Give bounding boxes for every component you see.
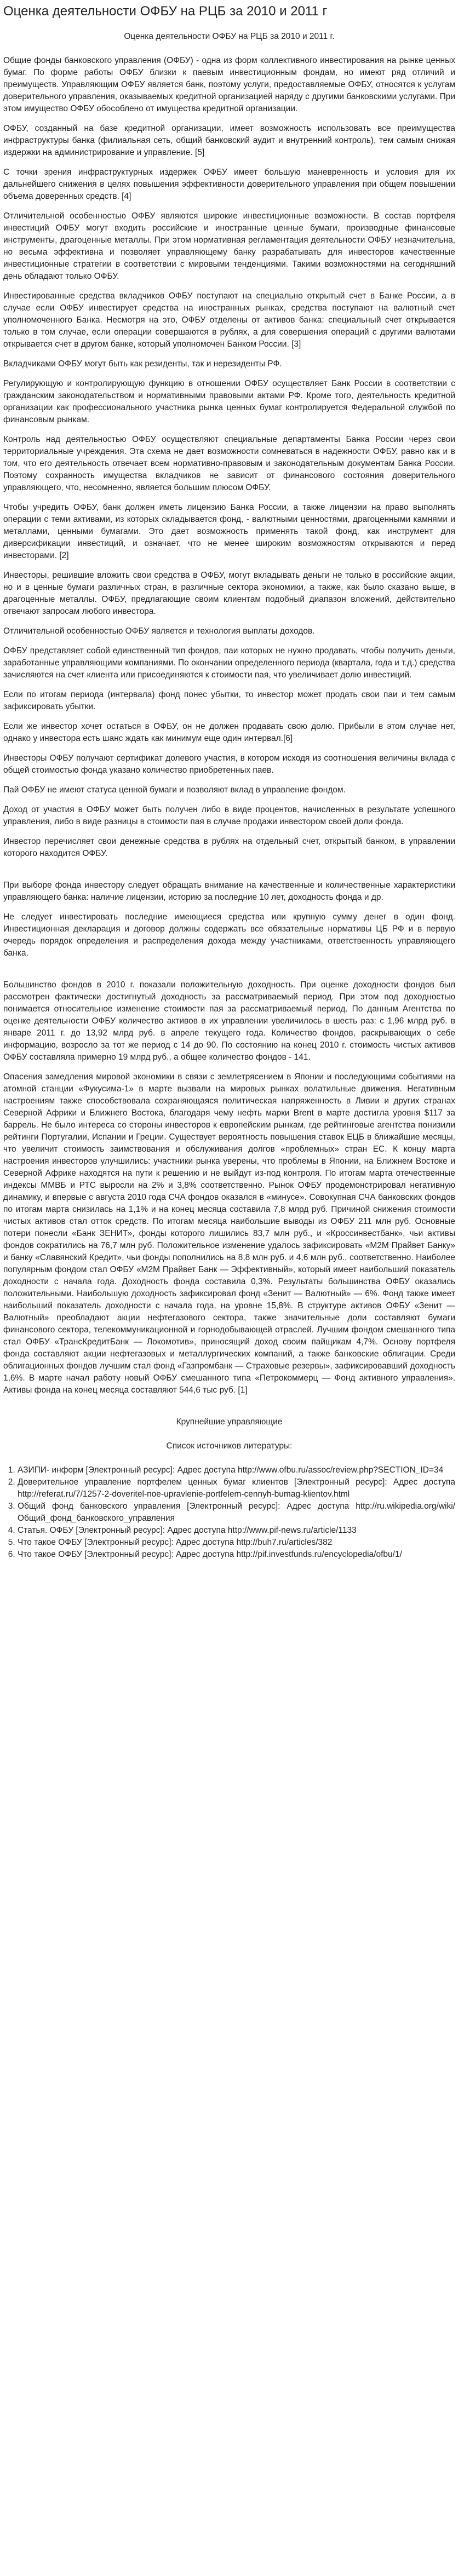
paragraph: Инвесторы ОФБУ получают сертификат долевого участия, в котором исходя из соотношения величины вклада с общей стоимостью фонда указано количество приобретенных паев.	[3, 754, 455, 775]
paragraph: Инвестированные средства вкладчиков ОФБУ поступают на специально открытый счет в Банке России, а в случае если ОФБУ инвестирует средства на иностранных рынках, средства поступают на валютный счет уполномоченного Банка. Несмотря на это, ОФБУ отделены от активов банка: специальный счет открывается только в том случае, если операции совершаются в рублях, а для совершения операций с другими валютами открывается счет в другом банке, который уполномочен Банком России. [3]	[3, 291, 455, 349]
sources-heading: Список источников литературы:	[166, 1441, 293, 1451]
blank-line	[3, 967, 455, 979]
paragraph: Общие фонды банковского управления (ОФБУ) - одна из форм коллективного инвестирования на рынке ценных бумаг. По форме работы ОФБУ близки к паевым инвестиционным фондам, но имеют ряд отличий и преимуществ. Управляющим ОФБУ является банк, поэтому услуги, предоставляемые ОФБУ, относятся к услугам доверительного управления, оказываемых кредитной организацией наряду с другими банковскими услугами. При этом имущество ОФБУ обособлено от имущества кредитной организации.	[3, 56, 455, 113]
section-heading-largest-managers: Крупнейшие управляющие	[176, 1417, 283, 1427]
paragraph: Доход от участия в ОФБУ может быть получен либо в виде процентов, начисленных в результате успешного управления, либо в виде разницы в стоимости пая в случае продажи инвестором своей доли фонда.	[3, 805, 455, 826]
paragraph: ОФБУ, созданный на базе кредитной организации, имеет возможность использовать все преимущества инфраструктуры банка (филиальная сеть, общий банковский аудит и внутренний контроль), тем самым снижая издержки на администрирование и управление. [5]	[3, 124, 455, 157]
paragraph: ОФБУ представляет собой единственный тип фондов, паи которых не нужно продавать, чтобы получить деньги, заработанные управляющими компаниями. По окончании определенного периода (квартала, года и т.д.) средства зачисляются на счет клиента или присоединяются к стоимости пая, что увеличивает долю инвестиций.	[3, 646, 455, 680]
paragraph: Чтобы учредить ОФБУ, банк должен иметь лицензию Банка России, а также лицензии на право выполнять операции с теми активами, из которых складывается фонд, - валютными ценностями, драгоценными камнями и металлами, ценными бумагами. Это дает возможность применять такой фонд, как инструмент для диверсификации инвестиций, и означает, что не менее широким возможностям открываются и перед инвесторами. [2]	[3, 503, 455, 560]
paragraph: Не следует инвестировать последние имеющиеся средства или крупную сумму денег в один фонд. Инвестиционная декларация и договор должны содержать все обязательные нормативы ЦБ РФ и в первую очередь порядок определения и распределения дохода между участниками, ответственность управляющего банка.	[3, 912, 455, 958]
paragraph: Инвесторы, решившие вложить свои средства в ОФБУ, могут вкладывать деньги не только в российские акции, но и в ценные бумаги различных стран, в различные сектора экономики, а также, как было сказано выше, в драгоценные металлы. ОФБУ, предлагающие своим клиентам подобный диапазон вложений, действительно отвечают запросам любого инвестора.	[3, 571, 455, 616]
paragraph: Отличительной особенностью ОФБУ являются широкие инвестиционные возможности. В состав портфеля инвестиций ОФБУ могут входить российские и иностранные ценные бумаги, производные финансовые инструменты, драгоценные металлы. При этом нормативная регламентация деятельности ОФБУ незначительна, но весьма эффективна и позволяет управляющему банку разрабатывать для инвесторов качественные инвестиционные стратегии в соответствии с мировыми тенденциями. Такими возможностями на сегодняшний день обладают только ОФБУ.	[3, 211, 455, 281]
source-item: 5. Что такое ОФБУ [Электронный ресурс]: Адрес доступа http://buh7.ru/articles/382	[18, 1537, 455, 1549]
paragraph: Инвестор перечисляет свои денежные средства в рублях на отдельный счет, открытый банком, в управлении которого находится ОФБУ.	[3, 837, 455, 858]
paragraph: При выборе фонда инвестору следует обращать внимание на качественные и количественные характеристики управляющего банка: наличие лицензии, историю за последние 10 лет, доходность фонда и др.	[3, 881, 455, 902]
source-item: 3. Общий фонд банковского управления [Электронный ресурс]: Адрес доступа http://ru.wikipedia.org/wiki/Общий_фонд_банковского_управления	[18, 1500, 455, 1525]
blank-line	[3, 867, 455, 879]
paragraph: Если по итогам периода (интервала) фонд понес убытки, то инвестор может продать свои паи и тем самым зафиксировать убытки.	[3, 690, 455, 711]
blank-line	[3, 1404, 455, 1416]
source-item: 2. Доверительное управление портфелем ценных бумаг клиентов [Электронный ресурс]: Адрес доступа http://referat.ru/7/1257-2-doveritel-noe-upravlenie-portfelem-cennyh-bumag-klientov.html	[18, 1476, 455, 1500]
paragraph: Регулирующую и контролирующую функцию в отношении ОФБУ осуществляет Банк России в соответствии с гражданским законодательством и нормативными правовыми актами РФ. Кроме того, деятельность кредитной организации как профессионального участника рынка ценных бумаг контролируется Федеральной службой по финансовым рынкам.	[3, 379, 455, 424]
paragraph: Вкладчиками ОФБУ могут быть как резиденты, так и нерезиденты РФ.	[3, 359, 282, 369]
paragraph: С точки зрения инфраструктурных издержек ОФБУ имеет большую маневренность и условия для их дальнейшего снижения в целях повышения эффективности доверительного управления при общем повышении объема доверенных средств. [4]	[3, 168, 455, 201]
source-item: 6. Что такое ОФБУ [Электронный ресурс]: Адрес доступа http://pif.investfunds.ru/encyclopedia/ofbu/1/	[18, 1549, 455, 1561]
paragraph: Большинство фондов в 2010 г. показали положительную доходность. При оценке доходности фондов был рассмотрен фактически достигнутый доходность за рассматриваемый период. При этом под доходностью понимается относительное изменение стоимости пая за рассматриваемый период. По данным Агентства по оценке деятельности ОФБУ количество активов в их управлении увеличилось в шесть раз: с 1,96 млрд руб. в январе 2011 г. до 13,92 млрд руб. в апреле текущего года. Количество фондов, раскрывающих о себе информацию, возросло за тот же период с 14 до 90. По состоянию на конец 2010 г. стоимость чистых активов ОФБУ составляла примерно 19 млрд руб., а общее количество фондов - 141.	[3, 980, 455, 1062]
paragraph: Опасения замедления мировой экономики в связи с землетрясением в Японии и последующими событиями на атомной станции «Фукусима-1» в марте вызвали на мировых рынках волатильные движения. Негативным настроениям также способствовала сохраняющаяся политическая напряженность в Ливии и других странах Северной Африки и Ближнего Востока, благодаря чему нефть марки Brent в марте достигла уровня $117 за баррель. Не было интереса со стороны инвесторов к европейским рынкам, где рейтинговые агентства понизили рейтинги Португалии, Испании и Греции. Существует вероятность повышения ставок ЕЦБ в ближайшие месяцы, что увеличит стоимость заимствования и обслуживания долгов «проблемных» стран ЕС. К концу марта настроения инвесторов улучшились: участники рынка уверены, что проблемы в Японии, на Ближнем Востоке и Северной Африке находятся на пути к решению и не выйдут из-под контроля. По итогам марта отечественные индексы ММВБ и РТС выросли на 2% и 3,8% соответственно. Рынок ОФБУ продемонстрировал негативную динамику, и впервые с августа 2010 года СЧА фондов оказался в «минусе». Совокупная СЧА банковских фондов по итогам марта снизилась на 1,1% и на конец месяца составила 7,8 млрд руб. Причиной снижения стоимости чистых активов стал отток средств. По итогам месяца наибольшие выводы из ОФБУ 211 млн руб. Основные потери понесли «Банк ЗЕНИТ», фонды которого лишились 83,7 млн руб., и «Кроссинвестбанк», чьи активы фондов сократились на 76,7 млн руб. Положительное изменение удалось зафиксировать «М2М Прайвет Банку» и банку «Славянский Кредит», чьи фонды пополнились на 8,8 млн руб. и 4,6 млн руб., соответственно. Наиболее популярным фондом стал ОФБУ «М2М Прайвет Банк — Эффективный», который имеет наибольший показатель доходности с начала года. Доходность фонда составила 0,3%. Результаты большинства ОФБУ оказались положительными. Наибольшую доходность зафиксировал фонд «Зенит — Валютный» — 6%. Фонд также имеет наибольший показатель доходности с начала года, на уровне 15,8%. В структуре активов ОФБУ «Зенит — Валютный» преобладают акции нефтегазового сектора, также значительные доли составляют бумаги финансового сектора, телекоммуникационной и горнодобывающей отраслей. Лучшим фондом смешанного типа стал ОФБУ «ТрансКредитБанк — Локомотив», приносящий доход своим пайщикам 4,7%. Основу портфеля фонда составляют акции нефтегазовых и металлургических компаний, а также банковские облигации. Среди облигационных фондов лучшим стал фонд «Газпромбанк — Страховые резервы», зафиксировавший доходность 1,6%. В марте начал работу новый ОФБУ смешанного типа «Петрокоммерц — Фонд активного управления». Активы фонда на конец месяца составляют 544,6 тыс руб. [1]	[3, 1072, 455, 1395]
source-item: 4. Статья. ОФБУ [Электронный ресурс]: Адрес доступа http://www.pif-news.ru/article/1133	[18, 1525, 455, 1537]
article-body	[3, 55, 455, 1396]
paragraph: Отличительной особенностью ОФБУ является и технология выплаты доходов.	[3, 626, 315, 636]
paragraph: Пай ОФБУ не имеют статуса ценной бумаги и позволяют вклад в управление фондом.	[3, 785, 346, 795]
document-subtitle: Оценка деятельности ОФБУ на РЦБ за 2010 и 2011 г.	[124, 32, 335, 41]
sources-list	[3, 1464, 455, 1561]
paragraph: Контроль над деятельностью ОФБУ осуществляют специальные департаменты Банка России через свои территориальные учреждения. Эта схема не дает возможности сомневаться в надежности ОФБУ, равно как и в том, что его деятельность отвечает всем нормативно-правовым и законодательным документам Банка России. Поэтому сохранность имущества вкладчиков не зависит от финансового состояния доверительного управляющего, что, несомненно, является большим плюсом ОФБУ.	[3, 435, 455, 492]
paragraph: Если же инвестор хочет остаться в ОФБУ, он не должен продавать свою долю. Прибыли в этом случае нет, однако у инвестора есть шанс ждать как минимум еще один интервал.[6]	[3, 722, 455, 743]
source-item: 1. АЗИПИ- информ [Электронный ресурс]: Адрес доступа http://www.ofbu.ru/assoc/review.php?SECTION_ID=34	[18, 1464, 455, 1476]
page-title: Оценка деятельности ОФБУ на РЦБ за 2010 и 2011 г	[3, 4, 328, 19]
